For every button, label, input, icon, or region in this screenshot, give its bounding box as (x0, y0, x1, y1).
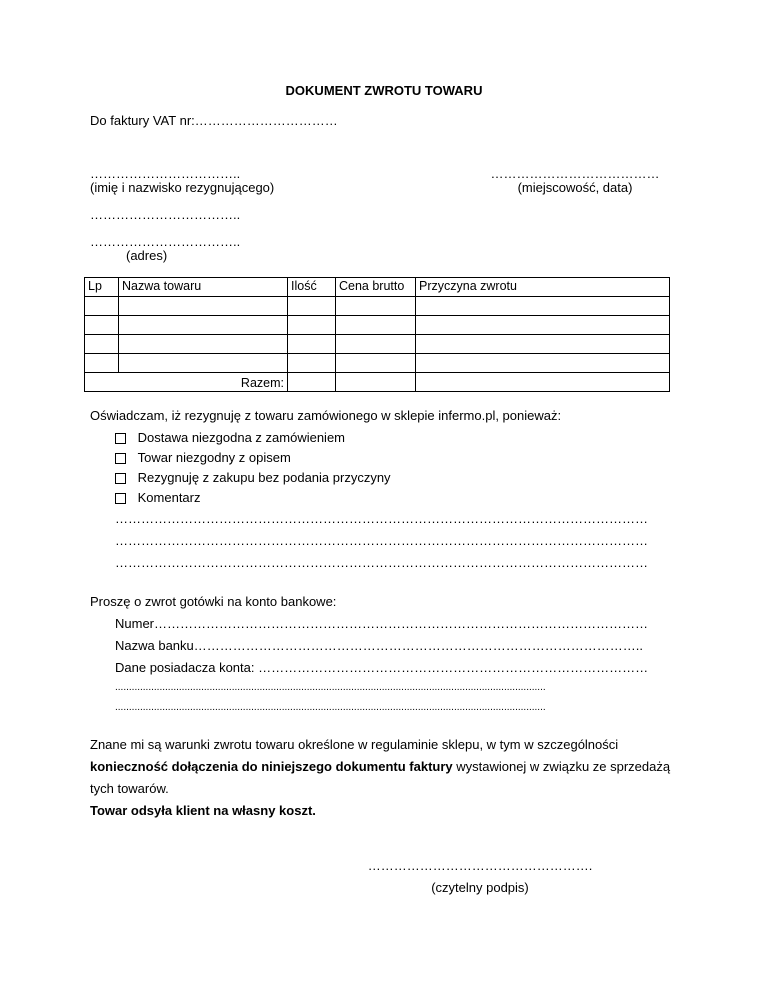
checkbox-icon[interactable] (115, 433, 126, 444)
holder-dots-2: ........................................................................................................................................................... (115, 702, 546, 713)
comment-line-2: …………………………………………………………………………………………………………… (115, 533, 648, 548)
comment-line-3: …………………………………………………………………………………………………………… (115, 555, 648, 570)
statement-text: Oświadczam, iż rezygnuję z towaru zamówionego w sklepie infermo.pl, ponieważ: (90, 408, 562, 423)
signature-dots: ……………………………………………. (367, 858, 593, 873)
document-title: DOKUMENT ZWROTU TOWARU (285, 83, 483, 98)
refund-request-text: Proszę o zwrot gotówki na konto bankowe: (90, 594, 337, 609)
header-lp: Lp (85, 278, 119, 297)
place-caption: (miejscowość, data) (517, 180, 633, 195)
terms-line-1: Znane mi są warunki zwrotu towaru określone w regulaminie sklepu, w tym w szczególności (90, 737, 619, 752)
header-quantity: Ilość (288, 278, 336, 297)
reason-label: Rezygnuję z zakupu bez podania przyczyny (137, 470, 391, 485)
address-dots-2: …………………………….. (90, 234, 241, 249)
reason-label: Towar niezgodny z opisem (137, 450, 291, 465)
table-header-row (85, 278, 670, 297)
terms-line-2 (90, 759, 670, 775)
reason-option-3[interactable] (115, 470, 391, 486)
table-row (85, 335, 670, 354)
address-dots-1: …………………………….. (90, 207, 241, 222)
shipping-cost-note: Towar odsyła klient na własny koszt. (90, 803, 316, 818)
reason-option-4[interactable] (115, 490, 201, 506)
checkbox-icon[interactable] (115, 453, 126, 464)
total-label: Razem: (85, 373, 288, 392)
checkbox-icon[interactable] (115, 473, 126, 484)
table-row (85, 297, 670, 316)
account-holder: Dane posiadacza konta: ……………………………………………………………………………… (115, 660, 649, 675)
header-name: Nazwa towaru (119, 278, 288, 297)
address-caption: (adres) (126, 248, 168, 263)
bank-account-number: Numer…………………………………………………………………………………………………… (115, 616, 649, 631)
table-row (85, 316, 670, 335)
goods-table (84, 277, 670, 392)
terms-bold-part: konieczność dołączenia do niniejszego dokumentu faktury (90, 759, 453, 774)
holder-dots-1: ........................................................................................................................................................... (115, 682, 546, 693)
table-row (85, 354, 670, 373)
signature-caption: (czytelny podpis) (431, 880, 529, 895)
reason-label: Komentarz (137, 490, 201, 505)
place-dots: ………………………………… (490, 166, 660, 181)
header-price: Cena brutto (336, 278, 416, 297)
reason-label: Dostawa niezgodna z zamówieniem (137, 430, 346, 445)
name-dots: …………………………….. (90, 166, 241, 181)
table-total-row (85, 373, 670, 392)
header-reason: Przyczyna zwrotu (416, 278, 670, 297)
bank-name: Nazwa banku………………………………………………………………………………………….. (115, 638, 643, 653)
terms-normal-part: wystawionej w związku ze sprzedażą (452, 759, 671, 774)
reason-option-1[interactable] (115, 430, 345, 446)
terms-line-3: tych towarów. (90, 781, 169, 796)
reason-option-2[interactable] (115, 450, 291, 466)
invoice-number-field: Do faktury VAT nr:…………………………… (90, 113, 338, 128)
checkbox-icon[interactable] (115, 493, 126, 504)
name-caption: (imię i nazwisko rezygnującego) (90, 180, 275, 195)
comment-line-1: …………………………………………………………………………………………………………… (115, 511, 648, 526)
